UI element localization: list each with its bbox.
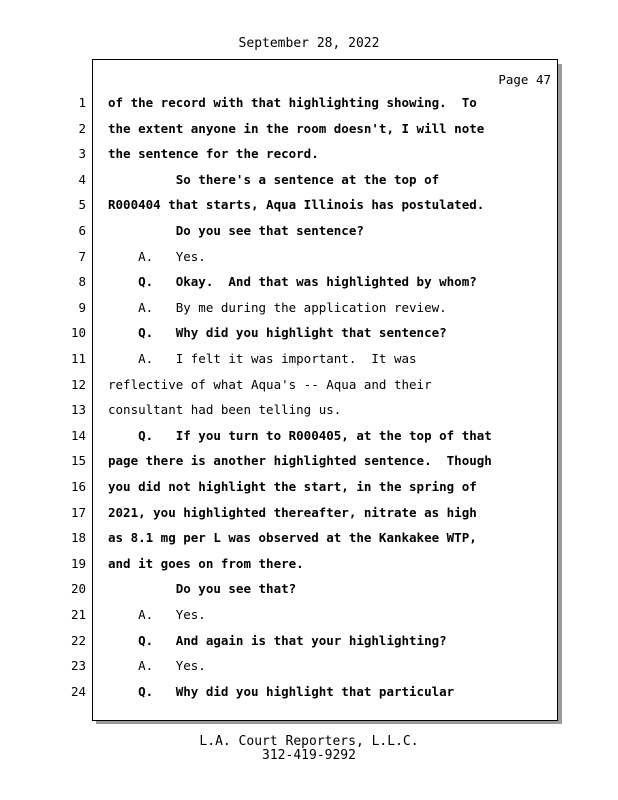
transcript-line: Q. Why did you highlight that particular — [108, 684, 455, 699]
line-number: 21 — [70, 607, 86, 622]
line-number: 22 — [70, 633, 86, 648]
transcript-line: A. Yes. — [108, 607, 206, 622]
line-number: 16 — [70, 479, 86, 494]
line-number: 18 — [70, 530, 86, 545]
line-number: 6 — [78, 223, 86, 238]
page-number: Page 47 — [498, 72, 551, 87]
line-number: 13 — [70, 402, 86, 417]
transcript-line: the sentence for the record. — [108, 146, 319, 161]
line-number: 7 — [78, 249, 86, 264]
line-number: 14 — [70, 428, 86, 443]
line-number: 19 — [70, 556, 86, 571]
transcript-line: Q. Okay. And that was highlighted by whom? — [108, 274, 477, 289]
transcript-line: the extent anyone in the room doesn't, I will note — [108, 121, 485, 136]
reporter-phone: 312-419-9292 — [262, 748, 356, 763]
transcript-date: September 28, 2022 — [238, 36, 380, 51]
line-number: 24 — [70, 684, 86, 699]
transcript-line: consultant had been telling us. — [108, 402, 342, 417]
transcript-line: reflective of what Aqua's -- Aqua and their — [108, 377, 432, 392]
line-number: 10 — [70, 325, 86, 340]
transcript-line: A. Yes. — [108, 658, 206, 673]
transcript-line: as 8.1 mg per L was observed at the Kankakee WTP, — [108, 530, 477, 545]
line-number: 15 — [70, 453, 86, 468]
line-number: 20 — [70, 581, 86, 596]
transcript-line: R000404 that starts, Aqua Illinois has postulated. — [108, 197, 485, 212]
transcript-line: you did not highlight the start, in the spring of — [108, 479, 477, 494]
transcript-line: Q. And again is that your highlighting? — [108, 633, 447, 648]
transcript-line: A. By me during the application review. — [108, 300, 447, 315]
reporter-company: L.A. Court Reporters, L.L.C. — [199, 734, 419, 749]
transcript-line: Do you see that? — [108, 581, 297, 596]
transcript-line: 2021, you highlighted thereafter, nitrate as high — [108, 505, 477, 520]
transcript-line: So there's a sentence at the top of — [108, 172, 440, 187]
line-number: 2 — [78, 121, 86, 136]
line-number: 9 — [78, 300, 86, 315]
transcript-line: of the record with that highlighting showing. To — [108, 95, 477, 110]
line-number: 17 — [70, 505, 86, 520]
line-number: 12 — [70, 377, 86, 392]
transcript-line: Q. Why did you highlight that sentence? — [108, 325, 447, 340]
transcript-line: Q. If you turn to R000405, at the top of that — [108, 428, 492, 443]
line-number: 4 — [78, 172, 86, 187]
line-number: 23 — [70, 658, 86, 673]
line-number: 8 — [78, 274, 86, 289]
line-number: 11 — [70, 351, 86, 366]
transcript-line: page there is another highlighted sentence. Though — [108, 453, 492, 468]
transcript-line: A. Yes. — [108, 249, 206, 264]
line-number: 3 — [78, 146, 86, 161]
line-number: 1 — [78, 95, 86, 110]
transcript-line: Do you see that sentence? — [108, 223, 364, 238]
transcript-line: A. I felt it was important. It was — [108, 351, 417, 366]
line-number: 5 — [78, 197, 86, 212]
transcript-line: and it goes on from there. — [108, 556, 304, 571]
